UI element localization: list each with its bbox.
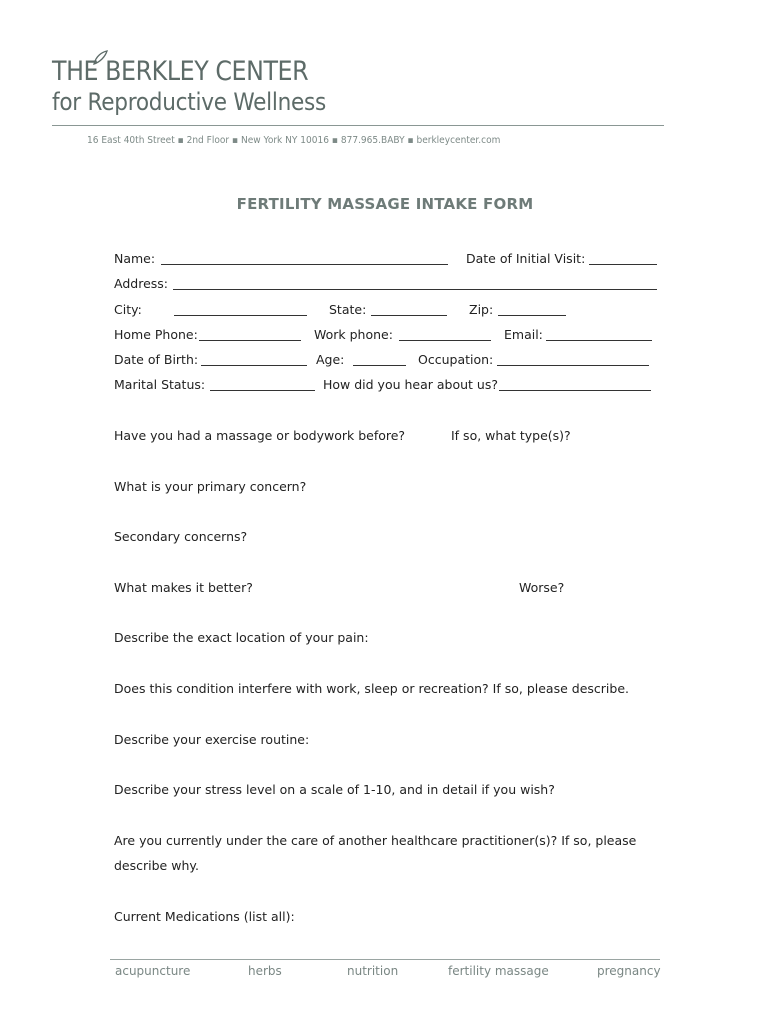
question-stress: Describe your stress level on a scale of 1-10, and in detail if you wish? bbox=[114, 782, 555, 797]
footer-item-herbs: herbs bbox=[248, 964, 282, 978]
question-pain-location: Describe the exact location of your pain: bbox=[114, 630, 369, 645]
occupation-field[interactable] bbox=[497, 365, 649, 366]
footer-item-fertility-massage: fertility massage bbox=[448, 964, 549, 978]
question-what-types: If so, what type(s)? bbox=[451, 428, 571, 443]
logo-title: THE BERKLEY CENTER bbox=[52, 56, 309, 87]
name-label: Name: bbox=[114, 251, 156, 266]
home-phone-field[interactable] bbox=[199, 340, 301, 341]
footer-item-nutrition: nutrition bbox=[347, 964, 399, 978]
question-medications: Current Medications (list all): bbox=[114, 909, 295, 924]
occupation-label: Occupation: bbox=[418, 352, 494, 367]
question-secondary-concerns: Secondary concerns? bbox=[114, 529, 248, 544]
address-label: Address: bbox=[114, 276, 168, 291]
question-care-line1: Are you currently under the care of another healthcare practitioner(s)? If so, please bbox=[114, 833, 637, 848]
home-phone-label: Home Phone: bbox=[114, 327, 198, 342]
email-label: Email: bbox=[504, 327, 543, 342]
address-field[interactable] bbox=[173, 289, 657, 290]
question-care-line2: describe why. bbox=[114, 858, 199, 873]
zip-label: Zip: bbox=[469, 302, 494, 317]
form-title: FERTILITY MASSAGE INTAKE FORM bbox=[236, 195, 534, 213]
header-divider bbox=[52, 125, 664, 126]
age-field[interactable] bbox=[353, 365, 406, 366]
footer-divider bbox=[110, 959, 660, 960]
question-worse: Worse? bbox=[519, 580, 565, 595]
question-primary-concern: What is your primary concern? bbox=[114, 479, 307, 494]
hear-about-label: How did you hear about us? bbox=[323, 377, 498, 392]
logo-subtitle: for Reproductive Wellness bbox=[52, 88, 327, 116]
city-label: City: bbox=[114, 302, 142, 317]
hear-about-field[interactable] bbox=[499, 390, 651, 391]
question-massage-before: Have you had a massage or bodywork before? bbox=[114, 428, 406, 443]
date-initial-visit-field[interactable] bbox=[589, 264, 657, 265]
date-initial-visit-label: Date of Initial Visit: bbox=[466, 251, 586, 266]
marital-status-field[interactable] bbox=[210, 390, 315, 391]
footer-item-pregnancy: pregnancy bbox=[597, 964, 661, 978]
city-field[interactable] bbox=[174, 315, 307, 316]
dob-label: Date of Birth: bbox=[114, 352, 199, 367]
state-label: State: bbox=[329, 302, 367, 317]
name-field[interactable] bbox=[161, 264, 448, 265]
state-field[interactable] bbox=[371, 315, 447, 316]
work-phone-label: Work phone: bbox=[314, 327, 393, 342]
work-phone-field[interactable] bbox=[399, 340, 491, 341]
leaf-icon bbox=[90, 48, 110, 68]
address-line: 16 East 40th Street ▪ 2nd Floor ▪ New York NY 10016 ▪ 877.965.BABY ▪ berkleycenter.com bbox=[87, 135, 501, 146]
zip-field[interactable] bbox=[498, 315, 566, 316]
age-label: Age: bbox=[316, 352, 345, 367]
question-exercise: Describe your exercise routine: bbox=[114, 732, 310, 747]
marital-status-label: Marital Status: bbox=[114, 377, 206, 392]
question-better: What makes it better? bbox=[114, 580, 253, 595]
question-interfere: Does this condition interfere with work, sleep or recreation? If so, please describe. bbox=[114, 681, 629, 696]
footer-item-acupuncture: acupuncture bbox=[115, 964, 191, 978]
email-field[interactable] bbox=[546, 340, 652, 341]
dob-field[interactable] bbox=[201, 365, 307, 366]
